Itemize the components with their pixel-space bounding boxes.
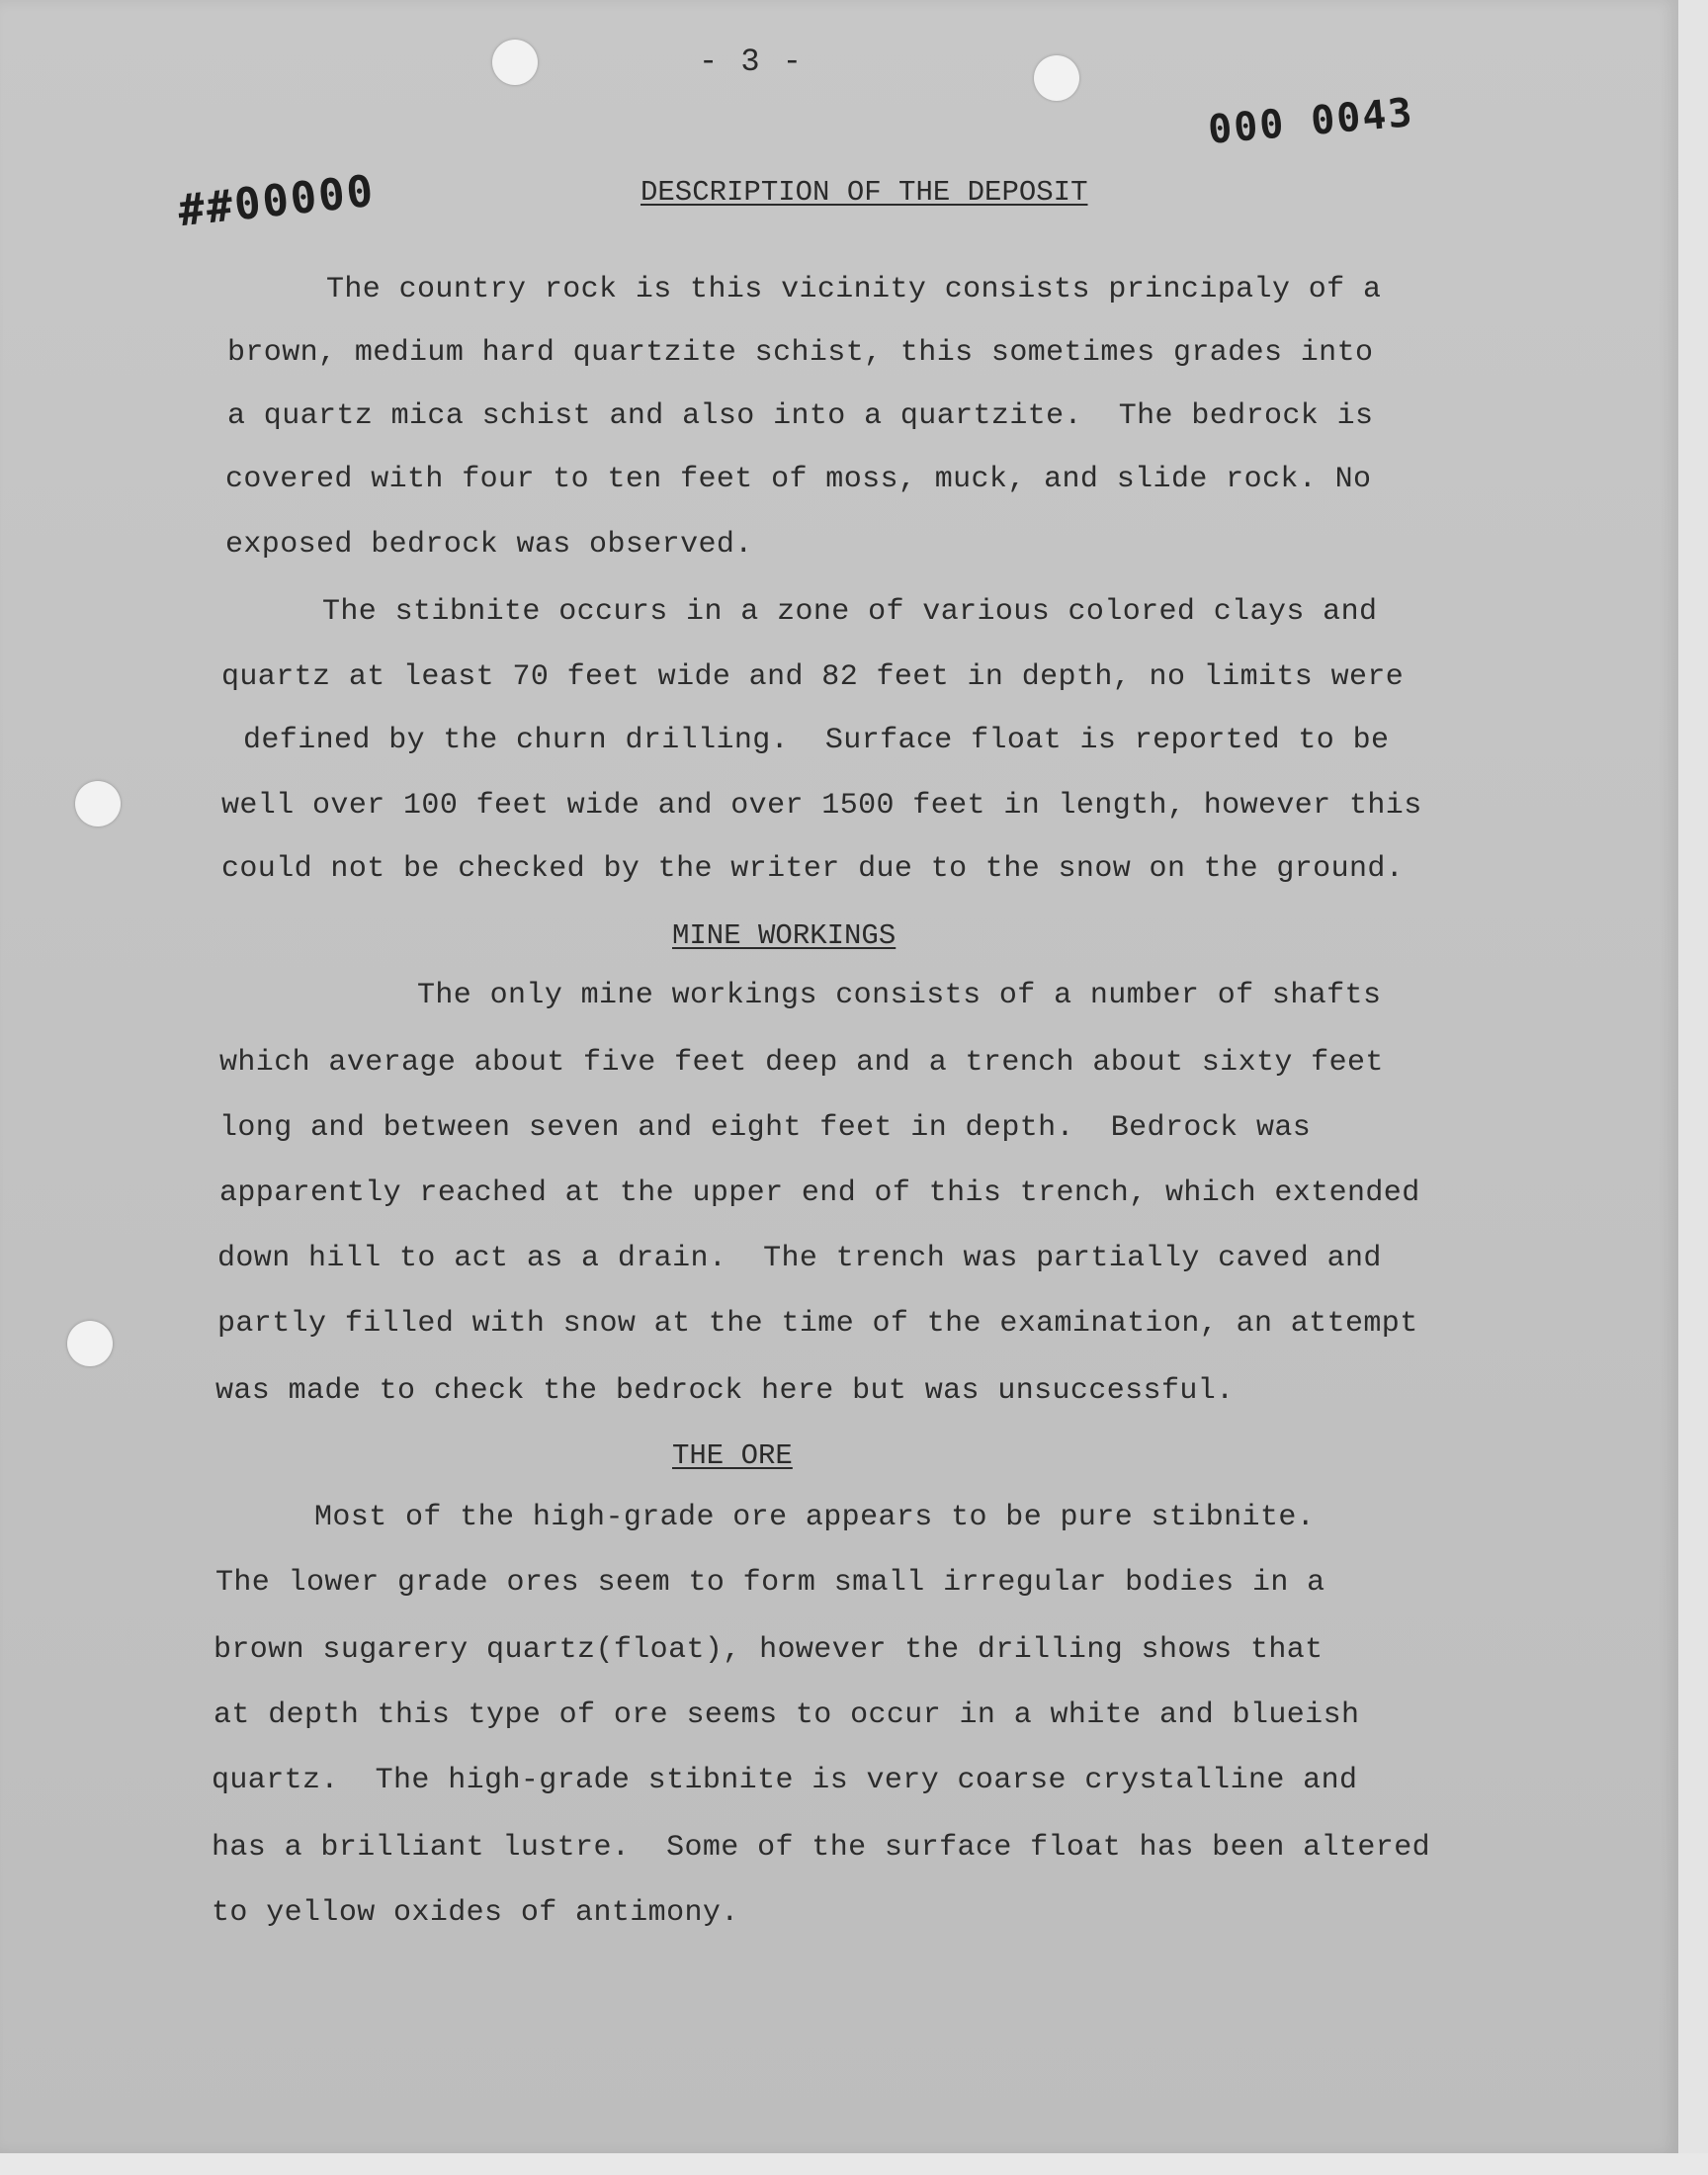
paragraph-line: could not be checked by the writer due to the snow on the ground.: [221, 852, 1405, 886]
paragraph-line: The stibnite occurs in a zone of various colored clays and: [322, 595, 1378, 629]
paragraph-line: brown, medium hard quartzite schist, this sometimes grades into: [227, 336, 1374, 370]
section-heading-ore: THE ORE: [672, 1439, 793, 1472]
paragraph-line: brown sugarery quartz(float), however the drilling shows that: [214, 1633, 1324, 1667]
paragraph-line: down hill to act as a drain. The trench was partially caved and: [217, 1242, 1382, 1275]
paragraph-line: to yellow oxides of antimony.: [212, 1896, 739, 1930]
scan-edge: [1678, 0, 1708, 2175]
section-heading-mine-workings: MINE WORKINGS: [672, 919, 897, 952]
paragraph-line: covered with four to ten feet of moss, muck, and slide rock. No: [225, 463, 1372, 496]
paragraph-line: long and between seven and eight feet in depth. Bedrock was: [219, 1111, 1312, 1145]
paragraph-line: partly filled with snow at the time of the examination, an attempt: [217, 1307, 1418, 1341]
page-number: - 3 -: [698, 44, 804, 80]
paragraph-line: which average about five feet deep and a trench about sixty feet: [219, 1046, 1384, 1080]
document-stamp-left: ##00000: [175, 165, 378, 237]
paragraph-line: Most of the high-grade ore appears to be pure stibnite.: [314, 1501, 1316, 1534]
document-stamp-right: 000 0043: [1206, 89, 1416, 154]
paragraph-line: at depth this type of ore seems to occur in a white and blueish: [214, 1698, 1360, 1732]
paragraph-line: exposed bedrock was observed.: [225, 528, 753, 562]
paragraph-line: apparently reached at the upper end of this trench, which extended: [219, 1176, 1420, 1210]
paragraph-line: a quartz mica schist and also into a quartzite. The bedrock is: [227, 399, 1374, 433]
paragraph-line: well over 100 feet wide and over 1500 feet in length, however this: [221, 789, 1422, 823]
paragraph-line: The lower grade ores seem to form small irregular bodies in a: [215, 1566, 1325, 1600]
section-heading-deposit: DESCRIPTION OF THE DEPOSIT: [640, 176, 1088, 209]
paragraph-line: The only mine workings consists of a number of shafts: [417, 979, 1382, 1012]
paragraph-line: quartz at least 70 feet wide and 82 feet in depth, no limits were: [221, 660, 1405, 694]
punch-hole: [75, 781, 121, 826]
punch-hole: [67, 1321, 113, 1366]
paragraph-line: defined by the churn drilling. Surface float is reported to be: [243, 724, 1390, 757]
paragraph-line: has a brilliant lustre. Some of the surface float has been altered: [212, 1831, 1430, 1865]
scan-edge: [0, 2153, 1708, 2175]
paragraph-line: The country rock is this vicinity consists principaly of a: [326, 273, 1382, 306]
paragraph-line: quartz. The high-grade stibnite is very coarse crystalline and: [212, 1764, 1358, 1797]
paragraph-line: was made to check the bedrock here but was unsuccessful.: [215, 1374, 1235, 1408]
